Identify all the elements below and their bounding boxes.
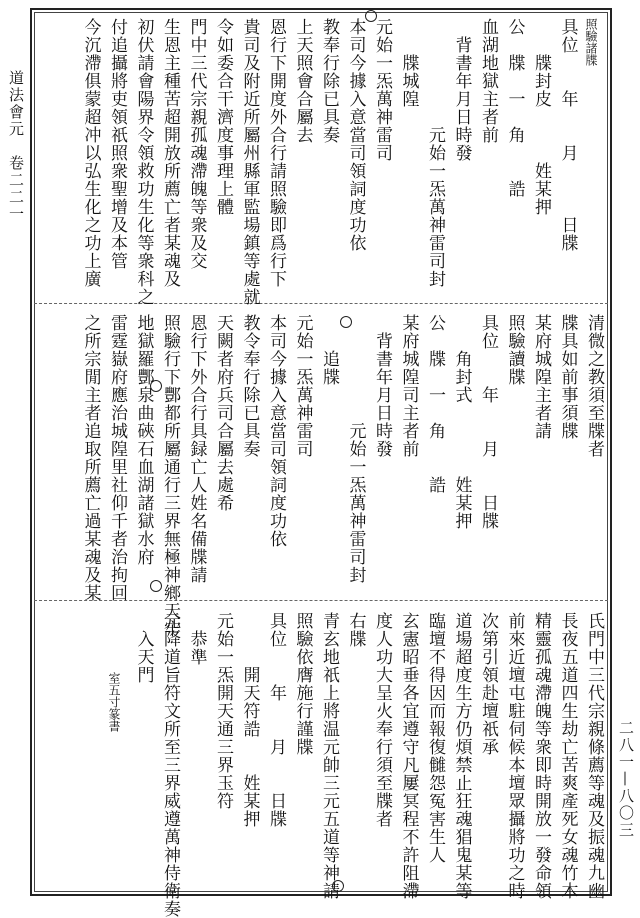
text-column: 血湖地獄主者前 <box>478 18 498 144</box>
text-column: 某府城隍司主者前 <box>398 314 419 458</box>
text-column: 上天照會合屬去 <box>292 18 313 144</box>
text-column: 公 牒 一 角 誥 <box>504 18 525 198</box>
text-column: 具位 年 月 日牒 <box>557 18 578 252</box>
text-column: 具位 年 月 日牒 <box>478 314 498 530</box>
text-column: 具位 年 月 日牒 <box>266 612 286 828</box>
text-column: 背書年月日時發 <box>372 314 392 458</box>
text-column: 本司今據入意當司領詞度功依 <box>266 314 286 548</box>
text-column: 追牒 <box>319 314 339 386</box>
text-column: 初伏請會陽界令領救功生化等衆科之 <box>133 18 154 306</box>
text-column: 氏門中三代宗親條薦等魂及振魂九幽 <box>584 612 604 900</box>
text-column: 元始一炁萬神雷司 <box>292 314 313 458</box>
text-column: 道場超度生方仍煩禁止狂魂猖鬼某等 <box>451 612 472 900</box>
text-column: 教令奉行除已具奏 <box>239 314 260 458</box>
text-column: 地獄羅酆泉曲硤石血湖諸獄水府 <box>133 314 154 566</box>
text-column: 牒封皮 姓某押 <box>531 18 551 216</box>
margin-title: 道法會元 卷二二一 <box>7 70 25 223</box>
text-column: 某府城隍主者請 <box>531 314 551 440</box>
text-column: 本司今據入意當司領詞度功依 <box>345 18 366 252</box>
text-column: 付追攝將吏領祇照衆聖增及本管 <box>107 18 127 270</box>
text-column: 恩行下開度外合行請照驗即爲行下 <box>266 18 286 288</box>
text-column: 之所宗閒主者追取所薦亡過某魂及某 <box>80 314 101 602</box>
text-column: 令如委合干濟度事理上體 <box>213 18 233 216</box>
text-column: 公 牒 一 角 誥 <box>425 314 445 494</box>
text-column: 角封式 姓某押 <box>451 314 472 530</box>
text-column: 度人功大呈火奉行須至牒者 <box>372 612 392 828</box>
text-column: 長夜五道四生劫亡苦爽產死女魂竹木 <box>557 612 578 900</box>
text-column: 貴司及附近所屬州縣軍監場鎮等處就 <box>239 18 260 306</box>
text-column: 前來近壇屯駐伺候本壇眾攝將功之時 <box>504 612 525 900</box>
text-column: 照驗讀牒 <box>504 314 525 386</box>
text-column: 元始一炁萬神雷司封 <box>425 18 445 288</box>
text-column: 照驗諸牒 <box>584 18 598 66</box>
text-column: 青玄地祇上將温元帥三元五道等神請 <box>319 612 339 900</box>
text-column: 次第引領赴壇祇承 <box>478 612 498 756</box>
text-column: 元始一炁萬神雷司 <box>372 18 392 162</box>
text-column: 今沉滯俱蒙超冲以弘生化之功上廣 <box>80 18 101 288</box>
text-column: 牒具如前事須牒 <box>557 314 578 440</box>
text-column: 臨壇不得因而報復雠怨冤害生人 <box>425 612 445 864</box>
text-column: 玄憲昭垂各宜遵守凡屢冥程不許阻滯 <box>398 612 419 900</box>
margin-page-number: 二八一—八〇三 <box>617 720 635 839</box>
section-divider-1 <box>34 303 608 304</box>
text-column: 生恩主種苦超開放所薦亡者某魂及 <box>160 18 180 288</box>
text-column: 教奉行除已具奏 <box>319 18 339 144</box>
text-column: 牒城隍 <box>398 18 419 108</box>
text-column: 門中三代宗親孤魂滯魄等衆及交 <box>186 18 207 270</box>
text-column: 元始一炁開天通三界玉符 <box>213 612 233 810</box>
text-column: 恩行下外合行具録亡人姓名備牒請 <box>186 314 207 584</box>
text-column: 入天門 <box>133 612 154 684</box>
text-column: 雷霆嶽府應治城隍里社仰千者治拘回 <box>107 314 127 602</box>
text-column: 照驗行下酆都所屬通行三界無極神鄉天牢 <box>160 314 180 638</box>
text-column: 元始一炁萬神雷司封 <box>345 314 366 584</box>
text-column: 室五寸篆書 <box>107 612 121 732</box>
text-column: 背書年月日時發 <box>451 18 472 162</box>
text-column: 天闕者府兵司合屬去處希 <box>213 314 233 512</box>
text-column: 清微之教須至牒者 <box>584 314 604 458</box>
text-column: 照驗依膺施行謹牒 <box>292 612 313 756</box>
text-column: 右牒 <box>345 612 366 648</box>
text-column: 元降道旨符文所至三界威遵萬神侍衛奏 <box>160 612 180 918</box>
text-column: 恭準 <box>186 612 207 666</box>
text-column: 精靈孤魂滯魄等衆即時開放一發命領 <box>531 612 551 900</box>
text-column: 開天符誥 姓某押 <box>239 612 260 828</box>
